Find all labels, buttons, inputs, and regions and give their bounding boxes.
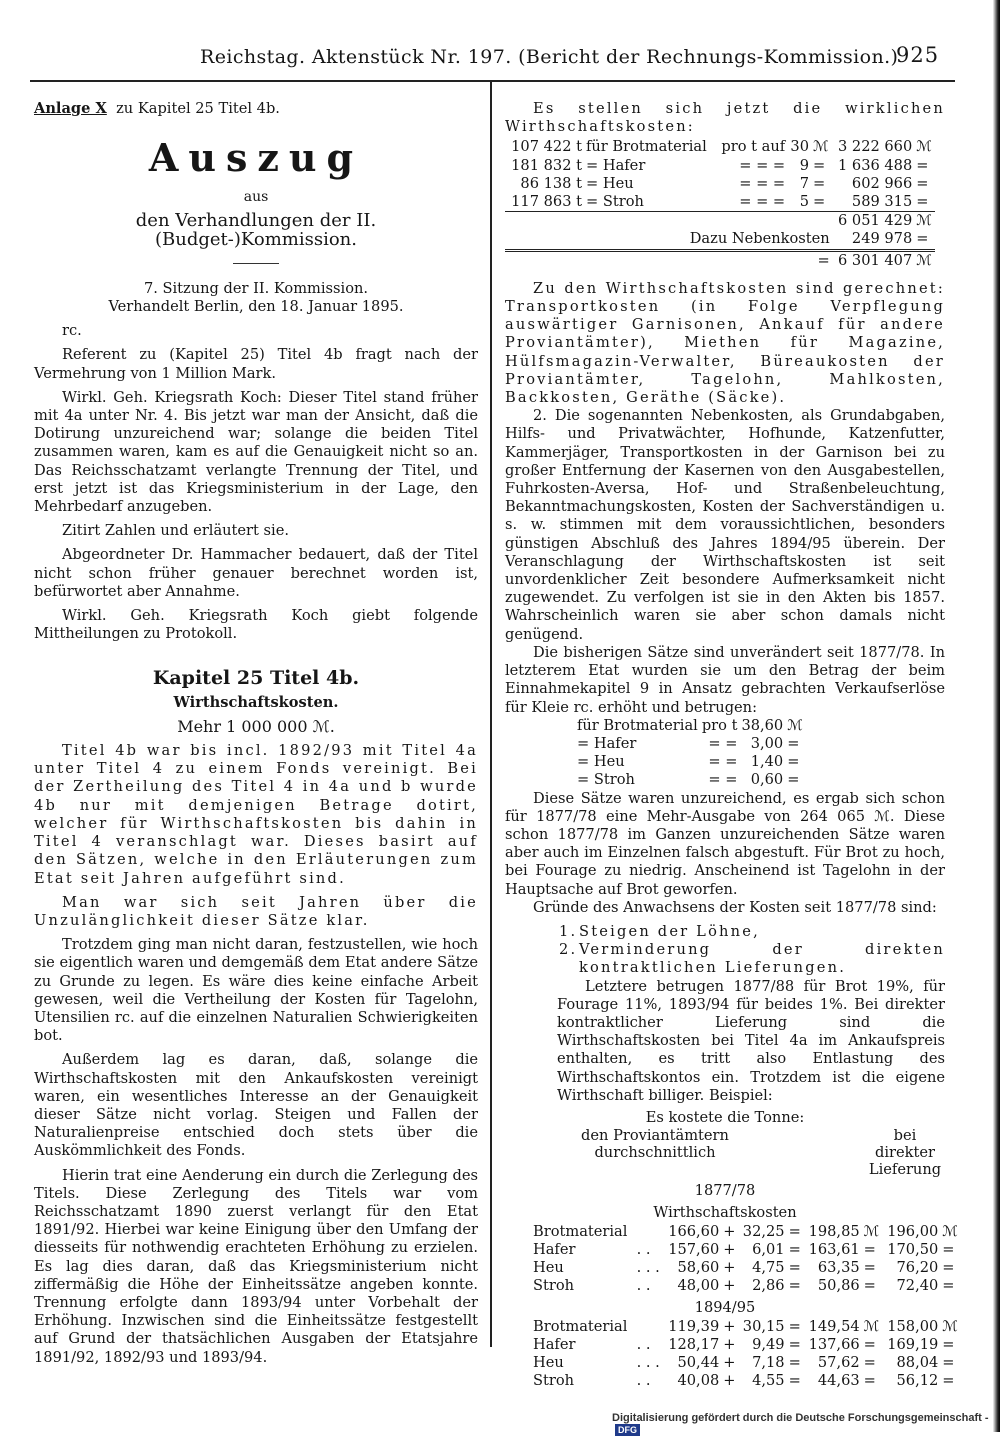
compare-row bbox=[531, 1241, 961, 1259]
compare-total: 198,85 bbox=[808, 1222, 860, 1240]
cost-item: = Hafer bbox=[585, 156, 646, 174]
body-paragraph: Man war sich seit Jahren über die Unzulänglichkeit dieser Sätze klar. bbox=[34, 893, 478, 929]
cost-rate: 9 bbox=[799, 156, 809, 174]
short-rule bbox=[233, 263, 279, 264]
rate-value: 3,00 bbox=[750, 734, 784, 752]
compare-add: 7,18 bbox=[752, 1354, 785, 1371]
compare-label: Heu bbox=[533, 1258, 564, 1276]
compare-eq: = bbox=[788, 1372, 801, 1390]
list-item: 1. Steigen der Löhne, bbox=[559, 922, 760, 940]
compare-row bbox=[531, 1223, 961, 1241]
nebenkosten-amount: 249 978 bbox=[851, 230, 913, 248]
compare-add: 6,01 bbox=[752, 1240, 785, 1258]
cost-rate: 30 bbox=[790, 138, 809, 156]
compare-dots: . . . bbox=[636, 1354, 660, 1371]
compare-direct: 196,00 bbox=[887, 1222, 939, 1240]
cost-unit: = bbox=[812, 193, 826, 211]
aus-word: aus bbox=[243, 189, 269, 206]
compare-row bbox=[531, 1318, 961, 1336]
paragraph: Wirkl. Geh. Kriegsrath Koch giebt folgende Mittheilungen zu Protokoll. bbox=[34, 607, 478, 643]
compare-eq: = bbox=[788, 1277, 801, 1295]
col-head-right: bei direkter Lieferung bbox=[868, 1127, 942, 1179]
compare-total: 163,61 bbox=[808, 1240, 860, 1258]
compare-direct-currency: = bbox=[942, 1335, 955, 1353]
compare-add: 2,86 bbox=[752, 1277, 785, 1295]
compare-eq: = bbox=[788, 1354, 801, 1371]
compare-label: Hafer bbox=[533, 1240, 576, 1258]
paragraph: Diese Sätze waren unzureichend, es ergab sich schon für 1877/78 eine Mehr-Ausgabe von 264 065 ℳ. Diese schon 1877/78 im Ganzen unzureichenden Sätze waren aber auch im Einzelnen falsch abgestuft. Für Brot zu hoch, bei Fourage zu niedrig. Anscheinend ist Tagelohn in der Hauptsache auf Brot geworfen. bbox=[505, 789, 945, 898]
compare-row bbox=[531, 1354, 961, 1372]
rate-per: = = bbox=[708, 771, 738, 789]
anlage-label: Anlage X bbox=[34, 100, 107, 117]
compare-op: + bbox=[723, 1372, 736, 1390]
cost-unit: = bbox=[812, 174, 826, 192]
compare-currency: = bbox=[863, 1240, 876, 1258]
cost-qty: 86 138 t bbox=[520, 174, 582, 192]
compare-add: 30,15 bbox=[742, 1317, 785, 1335]
compare-direct: 88,04 bbox=[896, 1354, 939, 1371]
compare-currency: = bbox=[863, 1258, 876, 1276]
cost-per: pro t auf bbox=[721, 138, 786, 156]
subtotal-row bbox=[505, 212, 935, 231]
compare-direct: 72,40 bbox=[896, 1277, 939, 1295]
compare-label: Brotmaterial bbox=[533, 1222, 628, 1240]
compare-label: Brotmaterial bbox=[533, 1317, 628, 1335]
kapitel-heading: Kapitel 25 Titel 4b. bbox=[152, 667, 360, 690]
compare-add: 32,25 bbox=[742, 1222, 785, 1240]
rate-currency: ℳ bbox=[787, 716, 803, 734]
compare-dots: . . bbox=[636, 1240, 651, 1258]
compare-eq: = bbox=[788, 1335, 801, 1353]
verhandlungen-title: den Verhandlungen der II. (Budget-)Kommission. bbox=[135, 210, 377, 250]
compare-direct: 158,00 bbox=[887, 1317, 939, 1335]
rate-currency: = bbox=[787, 753, 800, 771]
subtotal-currency: ℳ bbox=[914, 212, 935, 231]
rate-label: = Heu bbox=[577, 753, 625, 771]
paragraph: Abgeordneter Dr. Hammacher bedauert, daß der Titel nicht schon früher genauer berechnet worden ist, befürwortet aber Annahme. bbox=[34, 546, 478, 600]
compare-currency: = bbox=[863, 1335, 876, 1353]
compare-direct-currency: = bbox=[942, 1277, 955, 1295]
cost-per: = = = bbox=[739, 174, 786, 192]
nebenkosten-label: Dazu Nebenkosten bbox=[689, 230, 830, 248]
compare-add: 4,55 bbox=[752, 1372, 785, 1390]
compare-eq: = bbox=[788, 1222, 801, 1240]
compare-row bbox=[531, 1372, 961, 1390]
compare-table-1894 bbox=[531, 1318, 961, 1391]
cost-item: = Heu bbox=[585, 174, 634, 192]
compare-currency: = bbox=[863, 1372, 876, 1390]
anlage-ref: zu Kapitel 25 Titel 4b. bbox=[116, 100, 280, 117]
compare-base: 50,44 bbox=[677, 1354, 720, 1371]
compare-base: 119,39 bbox=[668, 1317, 720, 1335]
paragraph: Gründe des Anwachsens der Kosten seit 1877/78 sind: bbox=[533, 898, 937, 916]
footer-text: Digitalisierung gefördert durch die Deutsche Forschungsgemeinschaft - bbox=[612, 1412, 989, 1424]
cost-rate: 5 bbox=[799, 193, 809, 211]
verhandelt-line: Verhandelt Berlin, den 18. Januar 1895. bbox=[108, 298, 404, 316]
rate-per: = = bbox=[708, 734, 738, 752]
compare-currency: = bbox=[863, 1354, 876, 1371]
cost-qty: 117 863 t bbox=[511, 193, 582, 211]
rate-currency: = bbox=[787, 734, 800, 752]
letztere-paragraph: Letztere betrugen 1877/88 für Brot 19%, für Fourage 11%, 1893/94 für beides 1%. Bei direkter kontraktlicher Lieferung sind die Wirthschaftskosten bei Titel 4a im Ankaufspreis enthalten, es tritt also Entlastung des Wirthschaftskontos ein. Trotzdem ist die eigene Wirthschaft billiger. Beispiel: bbox=[557, 977, 945, 1104]
compare-op: + bbox=[723, 1240, 736, 1258]
compare-add: 9,49 bbox=[752, 1335, 785, 1353]
body-paragraph: Außerdem lag es daran, daß, solange die Wirthschaftskosten mit den Ankaufskosten vereinigt waren, ein wesentliches Interesse an der Genauigkeit dieser Sätze nicht vorlag. Steigen und Fallen der Naturalienpreise entschied doch stets über die Auskömmlichkeit des Fonds. bbox=[34, 1051, 478, 1160]
costs-intro: Es stellen sich jetzt die wirklichen Wirthschaftskosten: bbox=[505, 100, 945, 136]
nebenkosten-row bbox=[505, 230, 935, 250]
compare-total: 50,86 bbox=[817, 1277, 860, 1295]
compare-dots bbox=[635, 1318, 664, 1336]
compare-op: + bbox=[723, 1277, 736, 1295]
paragraph: 2. Die sogenannten Nebenkosten, als Grundabgaben, Hilfs- und Privatwächter, Hofhunde, Katzenfutter, Kammerjäger, Transportkosten in der Garnison bei zu großer Entfernung der Kasernen von den Ausgabestellen, Fuhrkosten-Aversa, Hof- und Straßenbeleuchtung, Bekanntmachungskosten, Kosten der Sachverständigen u. s. w. stimmen mit dem voraussichtlichen, besonders günstigen Abschluß des Jahres 1894/95 überein. Der Veranschlagung der Wirthschaftskosten ist seit unvordenklicher Zeit besondere Aufmerksamkeit nicht zugewendet. Zu verfolgen ist sie in den Akten bis 1857. Wahrscheinlich waren sie aber schon damals nicht genügend. bbox=[505, 407, 945, 643]
compare-label: Stroh bbox=[533, 1277, 575, 1295]
right-column bbox=[505, 100, 958, 1390]
rate-label: = Stroh bbox=[577, 771, 635, 789]
rates-table bbox=[575, 717, 805, 790]
col-head-left: den Proviantämtern durchschnittlich bbox=[581, 1127, 729, 1162]
scan-edge bbox=[993, 0, 1000, 1432]
rate-value: 0,60 bbox=[750, 771, 784, 789]
wirthschaftskosten-heading: Wirthschaftskosten. bbox=[173, 693, 339, 711]
paragraph: Zu den Wirthschaftskosten sind gerechnet: Transportkosten (in Folge Verpflegung auswärtiger Garnisonen, Ankauf für andere Proviantämter), Miethen für Magazine, Hülfsmagazin-Verwalter, Büreaukosten der Proviantämter, Tagelohn, Mahlkosten, Backkosten, Geräthe (Säcke). bbox=[505, 279, 945, 407]
year-1877: 1877/78 bbox=[694, 1182, 756, 1200]
year-1894: 1894/95 bbox=[694, 1299, 756, 1317]
cost-currency: = bbox=[916, 193, 929, 211]
compare-total: 44,63 bbox=[817, 1372, 860, 1390]
compare-label: Hafer bbox=[533, 1335, 576, 1353]
left-column bbox=[34, 100, 478, 1367]
compare-eq: = bbox=[788, 1258, 801, 1276]
compare-eq: = bbox=[788, 1240, 801, 1258]
rate-value: 1,40 bbox=[750, 753, 784, 771]
compare-currency: ℳ bbox=[863, 1317, 880, 1335]
sitzung-line: 7. Sitzung der II. Kommission. bbox=[143, 279, 369, 297]
rate-row bbox=[575, 717, 805, 735]
column-rule bbox=[490, 82, 492, 1347]
compare-op: + bbox=[723, 1354, 736, 1371]
cost-rate: 7 bbox=[799, 174, 809, 192]
list-item: 2. Verminderung der direkten kontraktlichen Lieferungen. bbox=[559, 941, 945, 977]
wk-label: Wirthschaftskosten bbox=[653, 1204, 797, 1222]
compare-base: 166,60 bbox=[668, 1222, 720, 1240]
compare-total: 63,35 bbox=[817, 1258, 860, 1276]
paragraph: Zitirt Zahlen und erläutert sie. bbox=[62, 522, 289, 540]
body-paragraph: Hierin trat eine Aenderung ein durch die Zerlegung des Titels. Diese Zerlegung des Titels war vom Reichsschatzamt 1890 zuerst verlangt für den Etat 1891/92. Hierbei war keine Einigung über den Umfang der diesseits für nothwendig erachteten Erhöhung zu erzielen. Es lag dies daran, daß das Kriegsministerium nicht ziffermäßig die Höhe der Einheitssätze angeben konnte. Trennung erfolgte dann 1893/94 unter Vorbehalt der Erhöhung. Inzwischen sind die Einheitssätze festgestellt auf Grund der thatsächlichen Ausgaben der Etatsjahre 1891/92, 1892/93 und 1893/94. bbox=[34, 1166, 478, 1366]
anlage-line bbox=[34, 100, 478, 118]
paragraph: Referent zu (Kapitel 25) Titel 4b fragt nach der Vermehrung von 1 Million Mark. bbox=[34, 346, 478, 382]
compare-base: 48,00 bbox=[677, 1277, 720, 1295]
subtotal: 6 051 429 bbox=[832, 212, 915, 231]
cost-row bbox=[505, 138, 935, 156]
cost-per: = = = bbox=[739, 156, 786, 174]
total-amount: 6 301 407 bbox=[832, 250, 915, 270]
cost-qty: 107 422 t bbox=[511, 138, 582, 156]
cost-per: = = = bbox=[739, 193, 786, 211]
compare-label: Heu bbox=[533, 1354, 564, 1371]
compare-currency: ℳ bbox=[863, 1222, 880, 1240]
compare-op: + bbox=[723, 1317, 736, 1335]
compare-base: 128,17 bbox=[668, 1335, 720, 1353]
compare-direct: 76,20 bbox=[896, 1258, 939, 1276]
compare-add: 4,75 bbox=[752, 1258, 785, 1276]
compare-dots: . . bbox=[636, 1277, 651, 1295]
cost-amount: 1 636 488 bbox=[837, 156, 913, 174]
cost-unit: = bbox=[812, 156, 826, 174]
footer-credit bbox=[612, 1412, 1000, 1436]
compare-total: 57,62 bbox=[817, 1354, 860, 1371]
cost-table bbox=[505, 138, 935, 269]
cost-unit: ℳ bbox=[812, 138, 829, 156]
compare-row bbox=[531, 1336, 961, 1354]
body-paragraph: Titel 4b war bis incl. 1892/93 mit Titel 4a unter Titel 4 zu einem Fonds vereinigt. Bei der Zertheilung des Titel 4 in 4a und b wurde 4b nur mit demjenigen Betrage dotirt, welcher für Wirthschaftskosten bis dahin in Titel 4 veranschlagt war. Dieses basirt auf den Sätzen, welche in den Erläuterungen zum Etat seit Jahren aufgeführt sind. bbox=[34, 742, 478, 887]
tonne-heading: Es kostete die Tonne: bbox=[645, 1108, 805, 1126]
compare-direct-currency: = bbox=[942, 1372, 955, 1390]
cost-amount: 589 315 bbox=[851, 193, 913, 211]
compare-direct-currency: = bbox=[942, 1258, 955, 1276]
cost-currency: = bbox=[916, 156, 929, 174]
compare-op: + bbox=[723, 1222, 736, 1240]
cost-currency: ℳ bbox=[916, 138, 932, 156]
compare-direct: 56,12 bbox=[896, 1372, 939, 1390]
running-title: Reichstag. Aktenstück Nr. 197. (Bericht der Rechnungs-Kommission.) bbox=[200, 46, 899, 68]
cost-row bbox=[505, 193, 935, 212]
rate-value: 38,60 bbox=[741, 716, 784, 734]
compare-dots: . . bbox=[636, 1335, 651, 1353]
compare-dots: . . . bbox=[636, 1258, 660, 1276]
compare-direct: 170,50 bbox=[887, 1240, 939, 1258]
compare-direct: 169,19 bbox=[887, 1335, 939, 1353]
cost-amount: 3 222 660 bbox=[837, 138, 913, 156]
paragraph: Wirkl. Geh. Kriegsrath Koch: Dieser Titel stand früher mit 4a unter Nr. 4. Bis jetzt war man der Ansicht, daß die Dotirung unzureichend war; solange die beiden Titel zusammen waren, kam es auf die Genauigkeit nicht so an. Das Reichsschatzamt verlangte Trennung der Titel, und erst jetzt ist das Kriegsministerium in der Lage, den Mehrbedarf anzugeben. bbox=[34, 388, 478, 516]
compare-dots: . . bbox=[636, 1372, 651, 1390]
body-paragraph: Trotzdem ging man nicht daran, festzustellen, wie hoch sie eigentlich waren und demgemäß dem Etat andere Sätze zu Grunde zu legen. Es wäre dies keine einfache Arbeit gewesen, weil die Vertheilung der Kosten für Tagelohn, Utensilien rc. auf die einzelnen Naturalien Schwierigkeiten bot. bbox=[34, 936, 478, 1045]
compare-direct-currency: = bbox=[942, 1354, 955, 1371]
rate-row bbox=[575, 735, 805, 753]
mehr-line: Mehr 1 000 000 ℳ. bbox=[177, 716, 335, 736]
paragraph: Die bisherigen Sätze sind unverändert seit 1877/78. In letzterem Etat wurden sie um den Betrag der beim Einnahmekapitel 9 in Ansatz gebrachten Verkaufserlöse für Kleie rc. erhöht und betrugen: bbox=[505, 643, 945, 716]
cost-row bbox=[505, 157, 935, 175]
compare-currency: = bbox=[863, 1277, 876, 1295]
rate-label: = Hafer bbox=[577, 734, 637, 752]
compare-head bbox=[505, 1127, 945, 1178]
compare-direct-currency: ℳ bbox=[942, 1222, 958, 1240]
compare-op: + bbox=[723, 1258, 736, 1276]
compare-table-1877 bbox=[531, 1223, 961, 1296]
compare-base: 58,60 bbox=[677, 1258, 720, 1276]
compare-base: 40,08 bbox=[677, 1372, 720, 1390]
cost-row bbox=[505, 175, 935, 193]
etc-line: rc. bbox=[62, 322, 82, 340]
cost-item: = Stroh bbox=[585, 193, 644, 211]
reasons-list bbox=[505, 923, 945, 978]
compare-direct-currency: ℳ bbox=[942, 1317, 958, 1335]
compare-total: 137,66 bbox=[808, 1335, 860, 1353]
rate-row bbox=[575, 771, 805, 789]
compare-op: + bbox=[723, 1335, 736, 1353]
compare-eq: = bbox=[788, 1317, 801, 1335]
rate-label: für Brotmaterial bbox=[577, 716, 698, 734]
header-rule bbox=[30, 80, 955, 82]
compare-direct-currency: = bbox=[942, 1240, 955, 1258]
compare-dots bbox=[635, 1223, 664, 1241]
compare-base: 157,60 bbox=[668, 1240, 720, 1258]
rate-per: pro t bbox=[701, 716, 738, 734]
rate-currency: = bbox=[787, 771, 800, 789]
rate-per: = = bbox=[708, 753, 738, 771]
compare-total: 149,54 bbox=[808, 1317, 860, 1335]
total-row bbox=[505, 250, 935, 270]
cost-currency: = bbox=[916, 174, 929, 192]
cost-qty: 181 832 t bbox=[511, 156, 582, 174]
auszug-title: Auszug bbox=[148, 135, 364, 181]
compare-row bbox=[531, 1277, 961, 1295]
cost-item: für Brotmaterial bbox=[585, 138, 707, 156]
rate-row bbox=[575, 753, 805, 771]
cost-amount: 602 966 bbox=[851, 174, 913, 192]
page-number: 925 bbox=[896, 43, 940, 67]
total-prefix: = bbox=[505, 250, 832, 270]
dfg-logo: DFG bbox=[615, 1424, 640, 1436]
compare-label: Stroh bbox=[533, 1372, 575, 1390]
nebenkosten-currency: = bbox=[916, 230, 929, 248]
total-currency: ℳ bbox=[914, 250, 935, 270]
compare-row bbox=[531, 1259, 961, 1277]
